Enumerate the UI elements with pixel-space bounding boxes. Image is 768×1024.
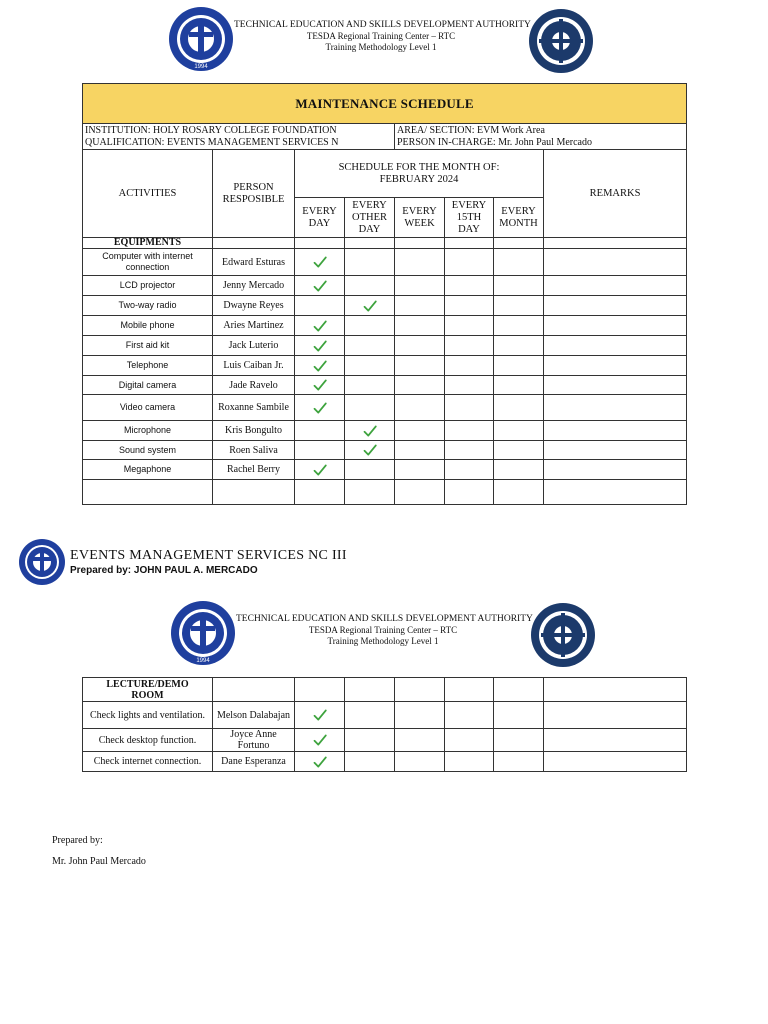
frequency-cell bbox=[395, 296, 445, 316]
frequency-cell bbox=[395, 276, 445, 296]
activity-cell: Sound system bbox=[83, 441, 213, 460]
person-cell: Kris Bongulto bbox=[213, 421, 295, 441]
activity-cell: LCD projector bbox=[83, 276, 213, 296]
checkmark-icon bbox=[312, 338, 328, 354]
remarks-cell bbox=[544, 460, 687, 480]
table-row bbox=[83, 729, 687, 752]
remarks-cell bbox=[544, 395, 687, 421]
frequency-cell bbox=[494, 276, 544, 296]
frequency-cell bbox=[494, 729, 544, 752]
checkmark-icon bbox=[312, 278, 328, 294]
lecture-rows bbox=[83, 702, 687, 772]
frequency-cell bbox=[445, 276, 494, 296]
table-row bbox=[83, 441, 687, 460]
frequency-cell bbox=[494, 460, 544, 480]
frequency-cell bbox=[494, 249, 544, 276]
frequency-cell bbox=[345, 421, 395, 441]
frequency-cell bbox=[494, 316, 544, 336]
frequency-cell bbox=[295, 249, 345, 276]
footer-title: EVENTS MANAGEMENT SERVICES NC III bbox=[70, 548, 347, 563]
frequency-cell bbox=[345, 276, 395, 296]
header-line-1-p2: TECHNICAL EDUCATION AND SKILLS DEVELOPMENT AUTHORITY bbox=[236, 614, 533, 624]
frequency-cell bbox=[445, 336, 494, 356]
table-row bbox=[83, 336, 687, 356]
rtc-logo-right bbox=[528, 8, 594, 74]
frequency-cell bbox=[345, 729, 395, 752]
frequency-cell bbox=[295, 296, 345, 316]
remarks-cell bbox=[544, 356, 687, 376]
frequency-cell bbox=[295, 752, 345, 772]
remarks-cell bbox=[544, 336, 687, 356]
checkmark-icon bbox=[362, 423, 378, 439]
checkmark-icon bbox=[312, 377, 328, 393]
frequency-cell bbox=[395, 752, 445, 772]
frequency-cell bbox=[345, 395, 395, 421]
qualification-text: QUALIFICATION: EVENTS MANAGEMENT SERVICES N bbox=[85, 136, 339, 148]
frequency-cell bbox=[295, 729, 345, 752]
frequency-cell bbox=[295, 356, 345, 376]
activity-cell: Two-way radio bbox=[83, 296, 213, 316]
footer-prepared: Prepared by: JOHN PAUL A. MERCADO bbox=[70, 565, 258, 576]
frequency-cell bbox=[445, 702, 494, 729]
header-line-3: Training Methodology Level 1 bbox=[325, 42, 437, 52]
person-cell: Rachel Berry bbox=[213, 460, 295, 480]
frequency-cell bbox=[345, 249, 395, 276]
institution-info bbox=[83, 124, 395, 150]
frequency-cell bbox=[494, 441, 544, 460]
frequency-cell bbox=[345, 356, 395, 376]
rtc-logo-right-p2 bbox=[530, 602, 596, 668]
frequency-cell bbox=[445, 421, 494, 441]
checkmark-icon bbox=[312, 318, 328, 334]
activity-cell: Microphone bbox=[83, 421, 213, 441]
frequency-cell bbox=[395, 356, 445, 376]
activity-cell: Megaphone bbox=[83, 460, 213, 480]
remarks-cell bbox=[544, 421, 687, 441]
schedule-month-header: SCHEDULE FOR THE MONTH OF: FEBRUARY 2024 bbox=[295, 150, 544, 198]
person-cell: Melson Dalabajan bbox=[213, 702, 295, 729]
frequency-cell bbox=[445, 316, 494, 336]
institution-text: INSTITUTION: HOLY ROSARY COLLEGE FOUNDATION bbox=[85, 124, 337, 136]
category-equipments: EQUIPMENTS bbox=[83, 238, 213, 249]
schedule-title: MAINTENANCE SCHEDULE bbox=[83, 84, 687, 124]
checkmark-icon bbox=[312, 358, 328, 374]
activity-cell: Telephone bbox=[83, 356, 213, 376]
person-cell: Luis Caiban Jr. bbox=[213, 356, 295, 376]
frequency-cell bbox=[295, 376, 345, 395]
frequency-cell bbox=[494, 296, 544, 316]
activity-cell: Check lights and ventilation. bbox=[83, 702, 213, 729]
header-line-2-p2: TESDA Regional Training Center – RTC bbox=[308, 625, 458, 635]
tesda-logo-left-p2 bbox=[170, 600, 236, 666]
person-cell: Aries Martinez bbox=[213, 316, 295, 336]
frequency-cell bbox=[494, 356, 544, 376]
person-cell: Jade Ravelo bbox=[213, 376, 295, 395]
frequency-cell bbox=[395, 702, 445, 729]
frequency-cell bbox=[494, 336, 544, 356]
frequency-cell bbox=[445, 376, 494, 395]
header-line-3-p2: Training Methodology Level 1 bbox=[327, 636, 439, 646]
table-row bbox=[83, 460, 687, 480]
frequency-cell bbox=[494, 421, 544, 441]
activity-cell: Digital camera bbox=[83, 376, 213, 395]
maintenance-schedule-table bbox=[82, 83, 687, 505]
frequency-cell bbox=[445, 249, 494, 276]
table-row bbox=[83, 316, 687, 336]
freq-every-other-day: EVERY OTHER DAY bbox=[345, 198, 395, 238]
table-row bbox=[83, 752, 687, 772]
frequency-cell bbox=[345, 316, 395, 336]
remarks-cell bbox=[544, 296, 687, 316]
frequency-cell bbox=[395, 460, 445, 480]
equipment-rows bbox=[83, 249, 687, 480]
remarks-cell bbox=[544, 316, 687, 336]
frequency-cell bbox=[395, 249, 445, 276]
header-line-1: TECHNICAL EDUCATION AND SKILLS DEVELOPMENT AUTHORITY bbox=[234, 20, 531, 30]
frequency-cell bbox=[345, 296, 395, 316]
person-cell: Jenny Mercado bbox=[213, 276, 295, 296]
activity-cell: Mobile phone bbox=[83, 316, 213, 336]
frequency-cell bbox=[445, 752, 494, 772]
table-row bbox=[83, 276, 687, 296]
frequency-cell bbox=[445, 729, 494, 752]
frequency-cell bbox=[494, 702, 544, 729]
frequency-cell bbox=[295, 276, 345, 296]
remarks-cell bbox=[544, 441, 687, 460]
remarks-cell bbox=[544, 249, 687, 276]
freq-every-month: EVERY MONTH bbox=[494, 198, 544, 238]
header-line-2: TESDA Regional Training Center – RTC bbox=[306, 31, 456, 41]
freq-every-15th-day: EVERY 15TH DAY bbox=[445, 198, 494, 238]
frequency-cell bbox=[345, 441, 395, 460]
person-header: PERSON RESPOSIBLE bbox=[213, 150, 295, 238]
remarks-cell bbox=[544, 276, 687, 296]
frequency-cell bbox=[295, 336, 345, 356]
remarks-cell bbox=[544, 752, 687, 772]
frequency-cell bbox=[295, 702, 345, 729]
tesda-logo-footer bbox=[18, 538, 66, 586]
logo-year: 1994 bbox=[194, 64, 208, 70]
checkmark-icon bbox=[362, 298, 378, 314]
checkmark-icon bbox=[362, 442, 378, 458]
category-lecture-room: LECTURE/DEMO ROOM bbox=[83, 678, 213, 702]
frequency-cell bbox=[295, 460, 345, 480]
frequency-cell bbox=[345, 376, 395, 395]
frequency-cell bbox=[395, 395, 445, 421]
checkmark-icon bbox=[312, 462, 328, 478]
activity-cell: Check internet connection. bbox=[83, 752, 213, 772]
activity-cell: First aid kit bbox=[83, 336, 213, 356]
frequency-cell bbox=[445, 441, 494, 460]
table-row bbox=[83, 356, 687, 376]
person-cell: Roen Saliva bbox=[213, 441, 295, 460]
activities-header: ACTIVITIES bbox=[83, 150, 213, 238]
prepared-by-name: Mr. John Paul Mercado bbox=[52, 856, 146, 867]
checkmark-icon bbox=[312, 754, 328, 770]
table-row bbox=[83, 376, 687, 395]
checkmark-icon bbox=[312, 732, 328, 748]
table-row bbox=[83, 702, 687, 729]
activity-cell: Check desktop function. bbox=[83, 729, 213, 752]
frequency-cell bbox=[345, 460, 395, 480]
person-in-charge-text: PERSON IN-CHARGE: Mr. John Paul Mercado bbox=[397, 136, 592, 148]
remarks-header: REMARKS bbox=[544, 150, 687, 238]
remarks-cell bbox=[544, 729, 687, 752]
table-row bbox=[83, 395, 687, 421]
remarks-cell bbox=[544, 702, 687, 729]
table-row bbox=[83, 249, 687, 276]
frequency-cell bbox=[295, 395, 345, 421]
lecture-room-table bbox=[82, 677, 687, 772]
frequency-cell bbox=[445, 395, 494, 421]
person-cell: Dwayne Reyes bbox=[213, 296, 295, 316]
frequency-cell bbox=[395, 729, 445, 752]
checkmark-icon bbox=[312, 707, 328, 723]
person-cell: Edward Esturas bbox=[213, 249, 295, 276]
area-text: AREA/ SECTION: EVM Work Area bbox=[397, 124, 545, 136]
freq-every-week: EVERY WEEK bbox=[395, 198, 445, 238]
frequency-cell bbox=[345, 752, 395, 772]
table-row bbox=[83, 296, 687, 316]
person-cell: Roxanne Sambile bbox=[213, 395, 295, 421]
frequency-cell bbox=[445, 460, 494, 480]
remarks-cell bbox=[544, 376, 687, 395]
frequency-cell bbox=[395, 421, 445, 441]
person-cell: Dane Esperanza bbox=[213, 752, 295, 772]
logo-year-p2: 1994 bbox=[196, 658, 210, 664]
freq-every-day: EVERY DAY bbox=[295, 198, 345, 238]
person-cell: Jack Luterio bbox=[213, 336, 295, 356]
person-cell: Joyce Anne Fortuno bbox=[213, 729, 295, 752]
frequency-cell bbox=[295, 421, 345, 441]
table-row bbox=[83, 421, 687, 441]
frequency-cell bbox=[395, 316, 445, 336]
checkmark-icon bbox=[312, 400, 328, 416]
frequency-cell bbox=[494, 376, 544, 395]
checkmark-icon bbox=[312, 254, 328, 270]
frequency-cell bbox=[295, 441, 345, 460]
frequency-cell bbox=[345, 336, 395, 356]
activity-cell: Video camera bbox=[83, 395, 213, 421]
tesda-logo-left bbox=[168, 6, 234, 72]
frequency-cell bbox=[494, 752, 544, 772]
prepared-by-label: Prepared by: bbox=[52, 835, 103, 846]
area-info bbox=[395, 124, 687, 150]
frequency-cell bbox=[395, 441, 445, 460]
frequency-cell bbox=[395, 336, 445, 356]
frequency-cell bbox=[295, 316, 345, 336]
activity-cell: Computer with internet connection bbox=[83, 249, 213, 276]
frequency-cell bbox=[445, 296, 494, 316]
frequency-cell bbox=[345, 702, 395, 729]
frequency-cell bbox=[395, 376, 445, 395]
frequency-cell bbox=[445, 356, 494, 376]
frequency-cell bbox=[494, 395, 544, 421]
